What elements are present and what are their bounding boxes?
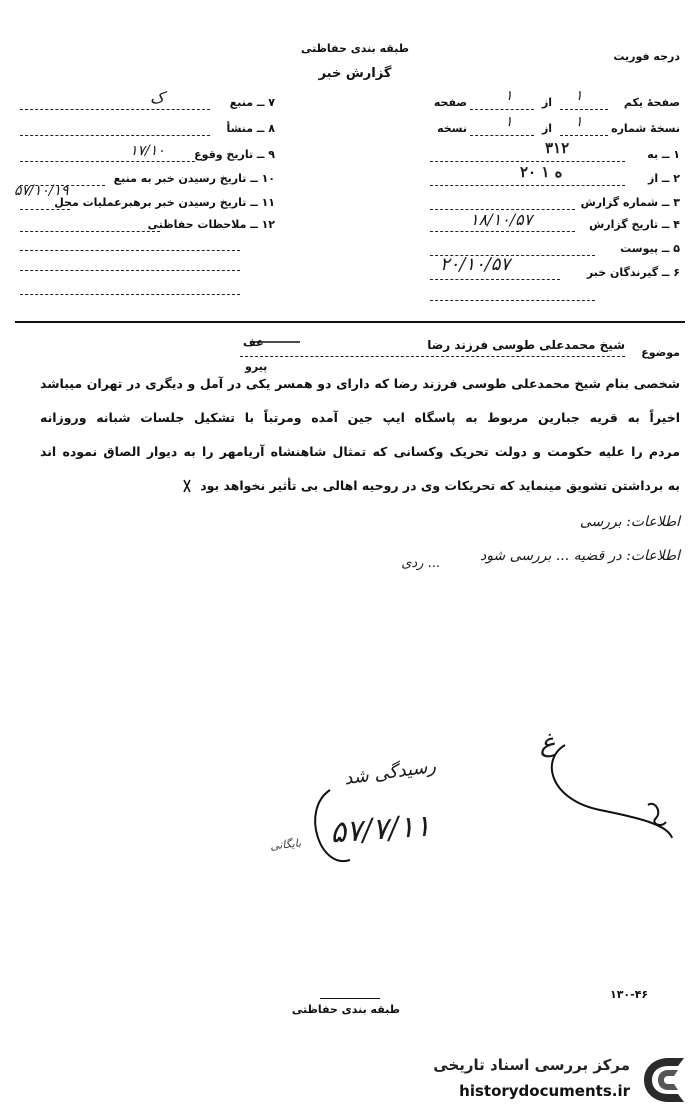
copy-number-label: نسخهٔ شماره [611, 122, 680, 135]
copy-total-value: ۱ [505, 114, 513, 130]
footer-separator [320, 998, 380, 999]
field-from-label: ۲ ــ از [647, 172, 680, 185]
body-line-3: مردم را علیه حکومت و دولت تحریک وکسانی که تمثال شاهنشاه آریامهر را به دیوار الصاق نموده اند [40, 444, 680, 459]
page-number-value: ۱ [575, 88, 583, 104]
watermark-title: مرکز بررسی اسناد تاریخی [433, 1056, 630, 1074]
body-line-1: شخصی بنام شیخ محمدعلی طوسی فرزند رضا که دارای دو همسر یکی در آمل و دیگری در تهران میباشد [40, 376, 680, 391]
report-date-value: ۱۸/۱۰/۵۷ [470, 210, 533, 229]
recipients-value: ۲۰/۱۰/۵۷ [440, 254, 511, 275]
field-news-to-ops-value: ۵۷/۱۰/۱۹ [14, 183, 69, 199]
copy-number-value: ۱ [575, 114, 583, 130]
watermark-url: historydocuments.ir [459, 1082, 630, 1100]
urgency-label: درجه فوریت [613, 50, 680, 63]
classification-label: طبقه بندی حفاظتی [300, 42, 410, 55]
recipients-label: ۶ ــ گیرندگان خبر [586, 266, 680, 279]
handwritten-note-1: اطلاعات: بررسی [579, 514, 680, 530]
subject-value: شیخ محمدعلی طوسی فرزند رضا [427, 338, 625, 352]
report-date-label: ۴ ــ تاریخ گزارش [589, 218, 680, 231]
attachment-label: ۵ ــ پیوست [620, 242, 680, 255]
body-line-2: اخیراً به قریه جبارین مربوط به پاسگاه ایپ جین آمده ومرتباً با تشکیل جلسات شبانه وروزانه [40, 410, 680, 425]
subject-label: موضوع [641, 346, 680, 359]
copy-suffix: نسخه [437, 122, 467, 135]
field-news-to-source-label: ۱۰ ــ تاریخ رسیدن خبر به منبع [113, 172, 275, 185]
handwritten-bottom-date: ۵۷/۷/۱۱ [328, 808, 432, 851]
field-source-value: ک [150, 88, 165, 107]
footer-classification: طبقه بندی حفاظتی [291, 1003, 400, 1016]
field-security-notes-label: ۱۲ ــ ملاحظات حفاظتی [147, 218, 275, 231]
subject-tag-top: عف [243, 336, 264, 349]
field-occurrence-date-value: ۱۷/۱۰ [130, 143, 165, 159]
page-of-mid: از [541, 96, 553, 109]
handwritten-bottom-note: رسیدگی شد [342, 755, 438, 790]
archive-logo-icon [638, 1054, 690, 1106]
field-from-value: ۲۰ ه ۱ [520, 163, 563, 181]
page-total-value: ۱ [505, 88, 513, 104]
handwritten-initial: غ [540, 728, 556, 758]
copy-of-mid: از [541, 122, 553, 135]
report-title: گزارش خبر [318, 66, 392, 81]
field-to-label: ۱ ــ به [647, 148, 680, 161]
page-code: ۱۳۰-۴۶ [610, 988, 649, 1001]
page-of-label: صفحهٔ یکم [623, 96, 680, 109]
field-origin-label: ۸ ــ منشأ [226, 122, 275, 135]
handwritten-note-3: ... ردی [401, 556, 440, 571]
watermark-block [400, 1052, 695, 1108]
field-news-to-ops-label: ۱۱ ــ تاریخ رسیدن خبر برهبرعملیات محل [54, 196, 275, 209]
report-number-label: ۳ ــ شماره گزارش [580, 196, 680, 209]
signature-curve-stroke [552, 745, 672, 838]
handwritten-note-2: اطلاعات: در قضیه ... بررسی شود [479, 548, 680, 564]
body-end-mark [184, 480, 190, 492]
body-line-4: به برداشتن تشویق مینماید که تحریکات وی در روحیه اهالی بی تأثیر نخواهد بود [200, 478, 680, 493]
stamp-text: بایگانی [269, 836, 302, 853]
page-suffix: صفحه [433, 96, 467, 109]
field-occurrence-date-label: ۹ ــ تاریخ وقوع [194, 148, 275, 161]
subject-tag-bottom: پیرو [245, 360, 268, 373]
handwritten-bracket-stroke [315, 790, 350, 861]
field-source-label: ۷ ــ منبع [229, 96, 275, 109]
field-to-value: ۳۱۲ [545, 139, 570, 157]
